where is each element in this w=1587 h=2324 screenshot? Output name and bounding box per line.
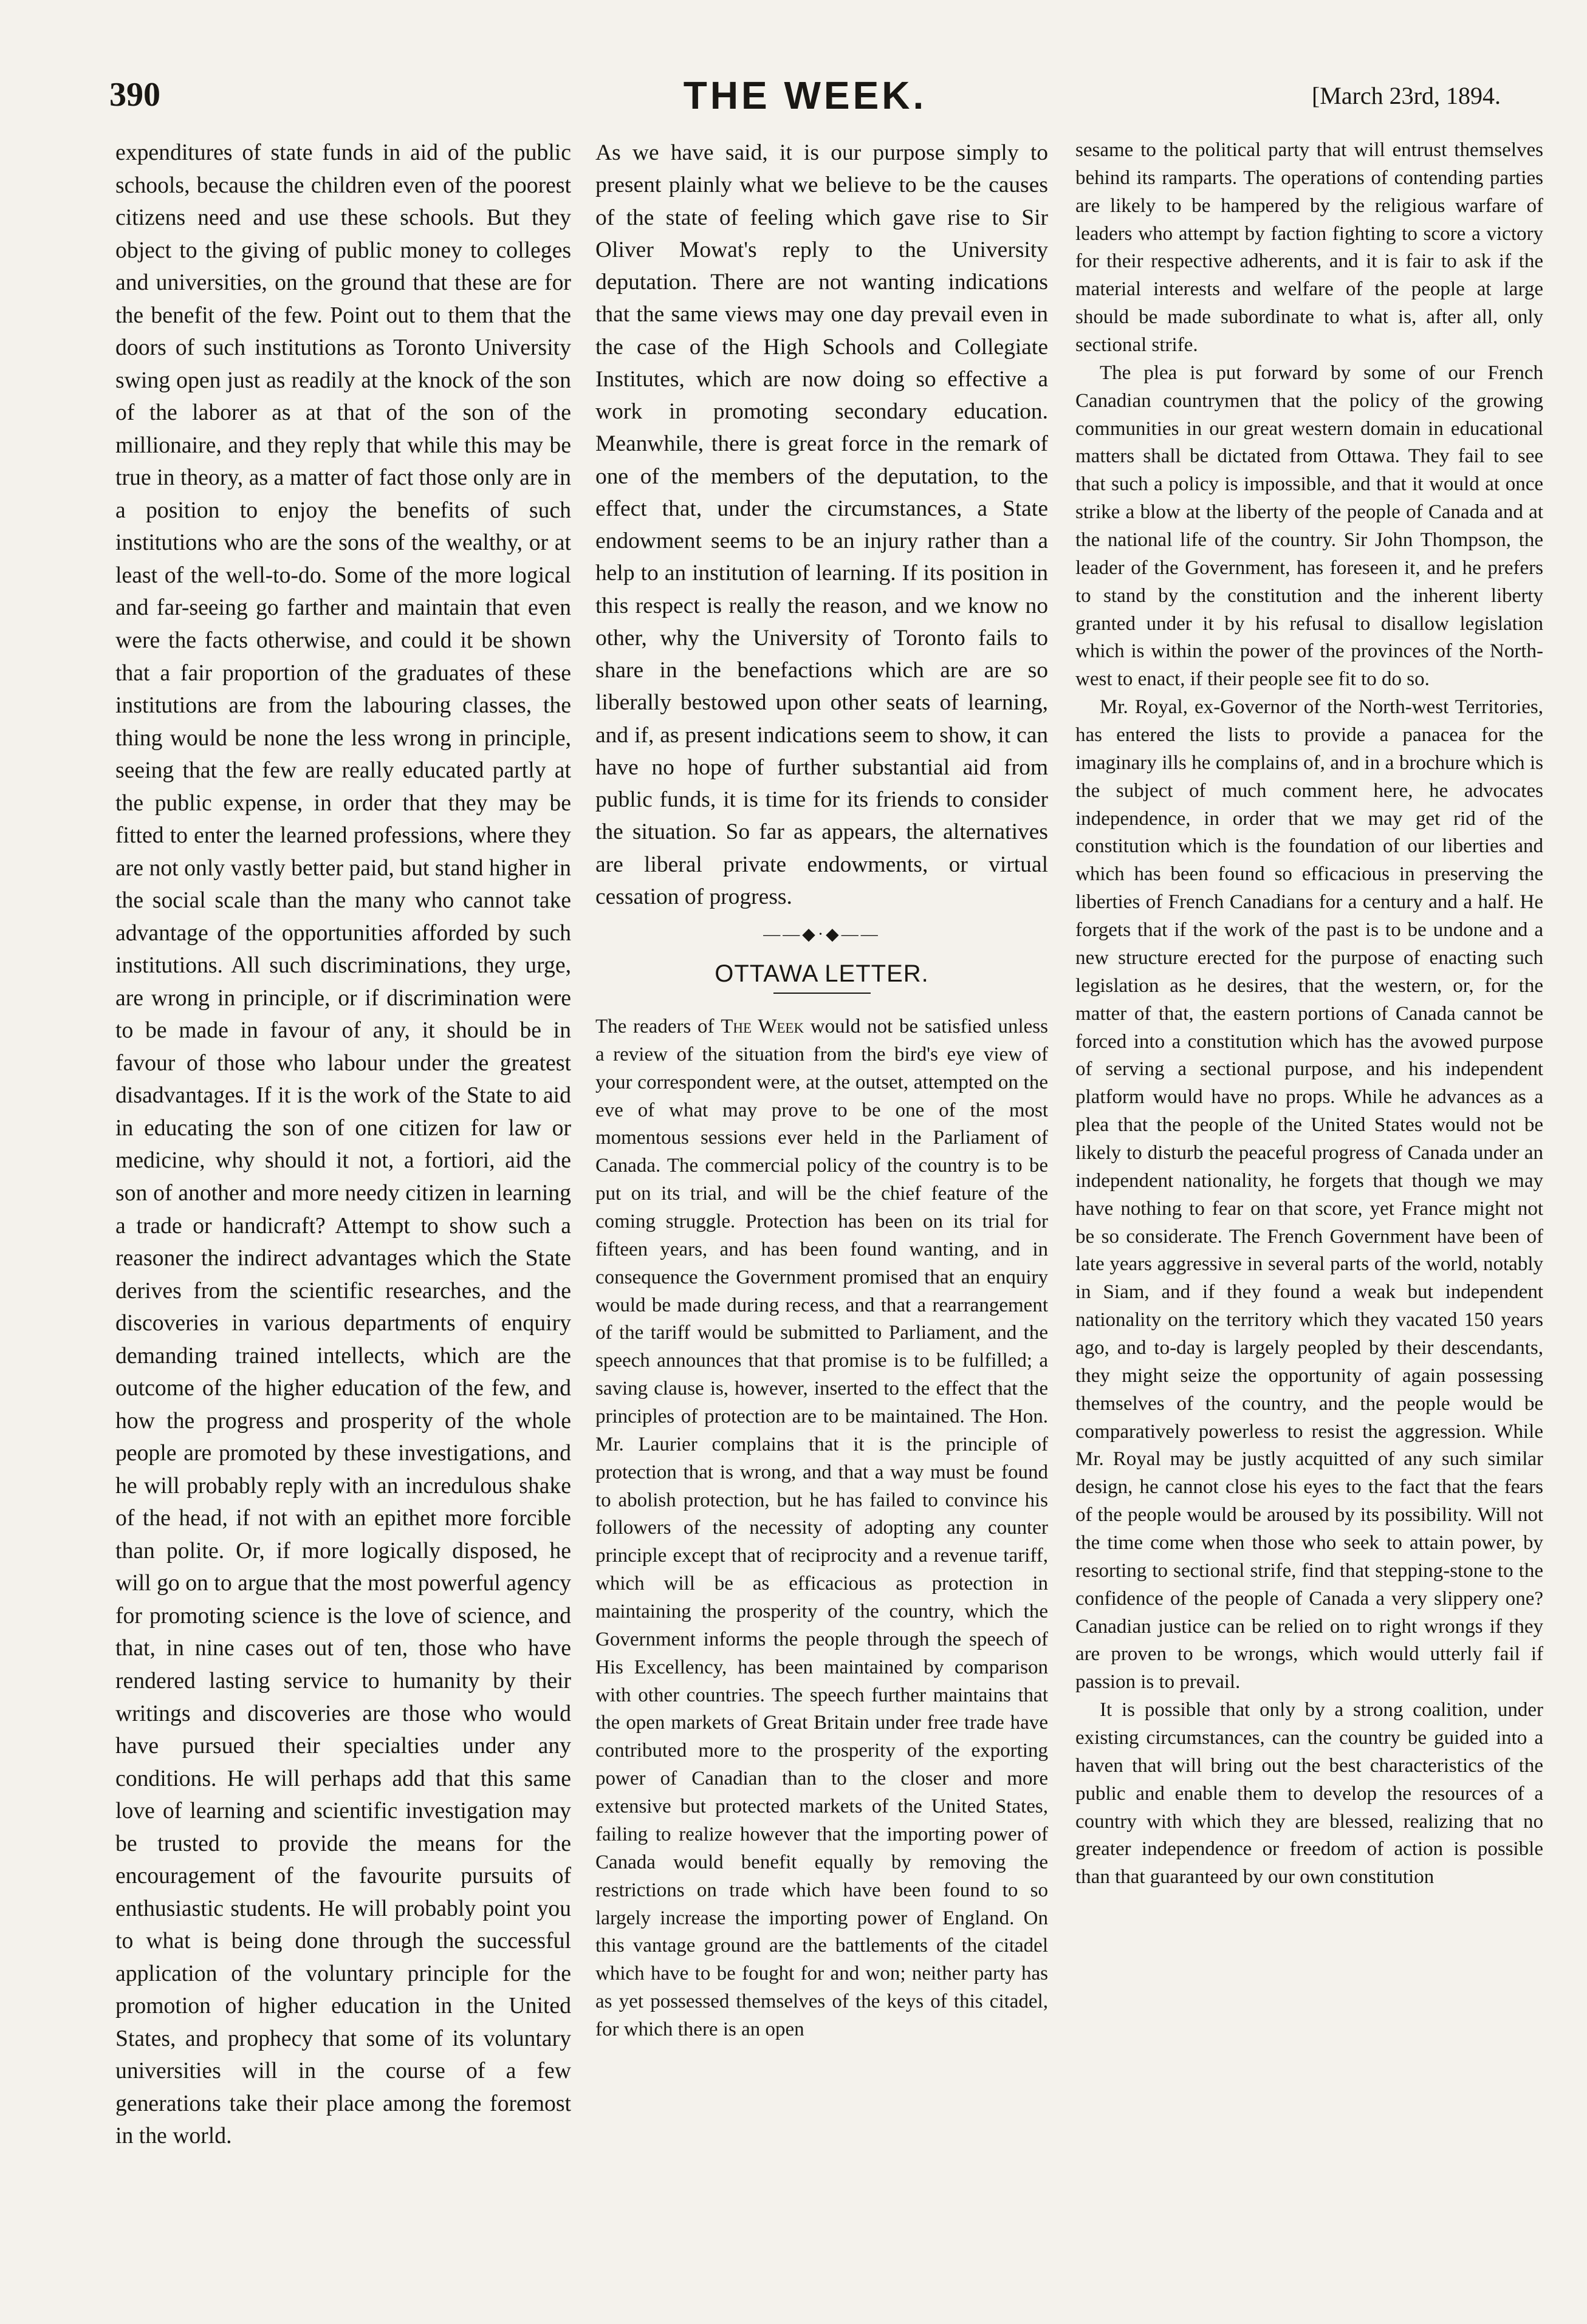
col3-paragraph-3: Mr. Royal, ex-Governor of the North-west Territories, has entered the lists to provide a panacea for the imaginary ills he complains of, and in a brochure which is the subject of much comment here, he advocates independence, in order that we may get rid of the constitution which is the foundation of our liberties and which has been found so efficacious in preserving the liberties of French Canadians for a century and a half. He forgets that if the work of the past is to be undone and a new structure erected for the purpose of enacting such legislation as he desires, that the western, or, for the matter of that, the eastern portions of Canada cannot be forced into a constitution which has the avowed purpose of serving a sectional purpose, and his independent platform would have no props. While he advances as a plea that the people of the United States would not be likely to disturb the peaceful progress of Canada under an independent nationality, he forgets that though we may have nothing to fear on that score, yet France might not be so considerate. The French Government have been of late years aggressive in several parts of the world, notably in Siam, and if they found a weak but independent nationality on the territory which they vacated 150 years ago, and to-day is largely peopled by their descendants, they might seize the opportunity of again possessing themselves of the country, and the people would be comparatively powerless to resist the aggression. While Mr. Royal may be justly acquitted of any such similar design, he cannot close his eyes to the fact that the fears of the people would be aroused by its possibility. Will not the time come when those who seek to attain power, by resorting to sectional strife, find that stepping-stone to the confidence of the people of Canada a very slippery one? Canadian justice can be relied on to right wrongs if they are proven to be wrongs, which would utterly fail if passion is to prevail. — [1075, 696, 1543, 1693]
column-1 — [115, 137, 571, 2153]
ottawa-letter-paragraph: The readers of The Week would not be satisfied unless a review of the situation from the bird's eye view of your correspondent were, at the outset, attempted on the eve of what may prove to be one of the most momentous sessions ever held in the Parliament of Canada. The commercial policy of the country is to be put on its trial, and will be the chief feature of the coming struggle. Protection has been on its trial for fifteen years, and has been found wanting, and in consequence the Government promised that an enquiry would be made during recess, and that a rearrangement of the tariff would be submitted to Parliament, and the speech announces that that promise is to be fulfilled; a saving clause is, however, inserted to the effect that the principles of protection are to be maintained. The Hon. Mr. Laurier complains that it is the principle of protection that is wrong, and that a way must be found to abolish protection, but he has failed to convince his followers of the necessity of adopting any counter principle except that of reciprocity and a revenue tariff, which will be as efficacious as protection in maintaining the prosperity of the country, which the Government informs the people through the speech of His Excellency, has been maintained by comparison with other countries. The speech further maintains that the open markets of Great Britain under free trade have contributed more to the prosperity of the exporting power of Canadian than to the closer and more extensive but protected markets of the United States, failing to realize however that the importing power of Canada would benefit equally by removing the restrictions on trade which have been found to so largely increase the importing power of England. On this vantage ground are the battlements of the citadel which have to be fought for and won; neither party has as yet possessed themselves of the keys of this citadel, for which there is an open — [595, 1016, 1048, 2040]
col2-editorial-paragraph: As we have said, it is our purpose simply to present plainly what we believe to be the causes of the state of feeling which gave rise to Sir Oliver Mowat's reply to the University deputation. There are not wanting indications that the same views may one day prevail even in the case of the High Schools and Collegiate Institutes, which are now doing so effective a work in promoting secondary education. Meanwhile, there is great force in the remark of one of the members of the deputation, to the effect that, under the circumstances, a State endowment seems to be an injury rather than a help to an institution of learning. If its position in this respect is really the reason, and we know no other, why the University of Toronto fails to share in the benefactions which are are so liberally bestowed upon other seats of learning, and if, as present indications seem to show, it can have no hope of further substantial aid from public funds, it is time for its friends to consider the situation. So far as appears, the alternatives are liberal private endowments, or virtual cessation of progress. — [595, 140, 1048, 909]
col1-paragraph: expenditures of state funds in aid of the public schools, because the children even of the poorest citizens need and use these schools. But they object to the giving of public money to colleges and universities, on the ground that these are for the benefit of the few. Point out to them that the doors of such institutions as Toronto University swing open just as readily at the knock of the son of the laborer as at that of the son of the millionaire, and they reply that while this may be true in theory, as a matter of fact those only are in a position to enjoy the benefits of such institutions who are the sons of the wealthy, or at least of the well-to-do. Some of the more logical and far-seeing go farther and maintain that even were the facts otherwise, and could it be shown that a fair proportion of the graduates of these institutions are from the labouring classes, the thing would be none the less wrong in principle, seeing that the few are really educated partly at the public expense, in order that they may be fitted to enter the learned professions, where they are not only vastly better paid, but stand higher in the social scale than the many who cannot take advantage of the opportunities afforded by such institutions. All such discriminations, they urge, are wrong in principle, or if discrimination were to be made in favour of any, it should be in favour of those who labour under the greatest disadvantages. If it is the work of the State to aid in educating the son of one citizen for law or medicine, why should it not, a fortiori, aid the son of another and more needy citizen in learning a trade or handicraft? Attempt to show such a reasoner the indirect advantages which the State derives from the scientific researches, and the discoveries in various departments of enquiry demanding trained intellects, which are the outcome of the higher education of the few, and how the progress and prosperity of the whole people are promoted by these investigations, and he will probably reply with an incredulous shake of the head, if not with an epithet more forcible than polite. Or, if more logically disposed, he will go on to argue that the most powerful agency for promoting science is the love of science, and that, in nine cases out of ten, those who have rendered lasting service to humanity by their writings and discoveries are those who would have pursued their specialties under any conditions. He will perhaps add that this same love of learning and scientific investigation may be trusted to provide the means for the encouragement of the favourite pursuits of enthusiastic students. He will probably point you to what is being done through the successful application of the voluntary principle for the promotion of higher education in the United States, and prophecy that some of its voluntary universities will in the course of a few generations take their place among the foremost in the world. — [115, 140, 571, 2149]
column-2 — [595, 137, 1048, 2044]
magazine-name: The Week — [721, 1016, 804, 1037]
section-divider: ——◆·◆—— — [763, 925, 880, 944]
masthead-title: THE WEEK. — [683, 73, 927, 117]
section-title-rule — [773, 993, 871, 994]
page-number: 390 — [109, 76, 160, 114]
col3-paragraph-1: sesame to the political party that will entrust themselves behind its ramparts. The operations of contending parties are likely to be hampered by the religious warfare of leaders who attempt by faction fighting to score a victory for their respective adherents, and it is fair to ask if the material interests and welfare of the people at large should be made subordinate to what is, after all, only sectional strife. — [1075, 139, 1543, 357]
section-title: OTTAWA LETTER. — [715, 960, 929, 987]
col3-paragraph-2: The plea is put forward by some of our French Canadian countrymen that the policy of the growing communities in our great western domain in educational matters shall be dictated from Ottawa. They fail to see that such a policy is impossible, and that it would at once strike a blow at the liberty of the people of Canada and at the national life of the country. Sir John Thompson, the leader of the Government, has foreseen it, and he prefers to stand by the constitution and the inherent liberty granted under it by his refusal to disallow legislation which is within the power of the provinces of the North-west to enact, if their people see fit to do so. — [1075, 361, 1543, 691]
page-header — [109, 67, 1501, 121]
col3-paragraph-4: It is possible that only by a strong coalition, under existing circumstances, can the country be guided into a haven that will bring out the best characteristics of the public and enable them to develop the resources of a country with which they are blessed, realizing that no greater independence or freedom of action is possible than that guaranteed by our own constitution — [1075, 1699, 1543, 1888]
issue-date: [March 23rd, 1894. — [1311, 82, 1501, 109]
column-3 — [1075, 137, 1543, 1892]
